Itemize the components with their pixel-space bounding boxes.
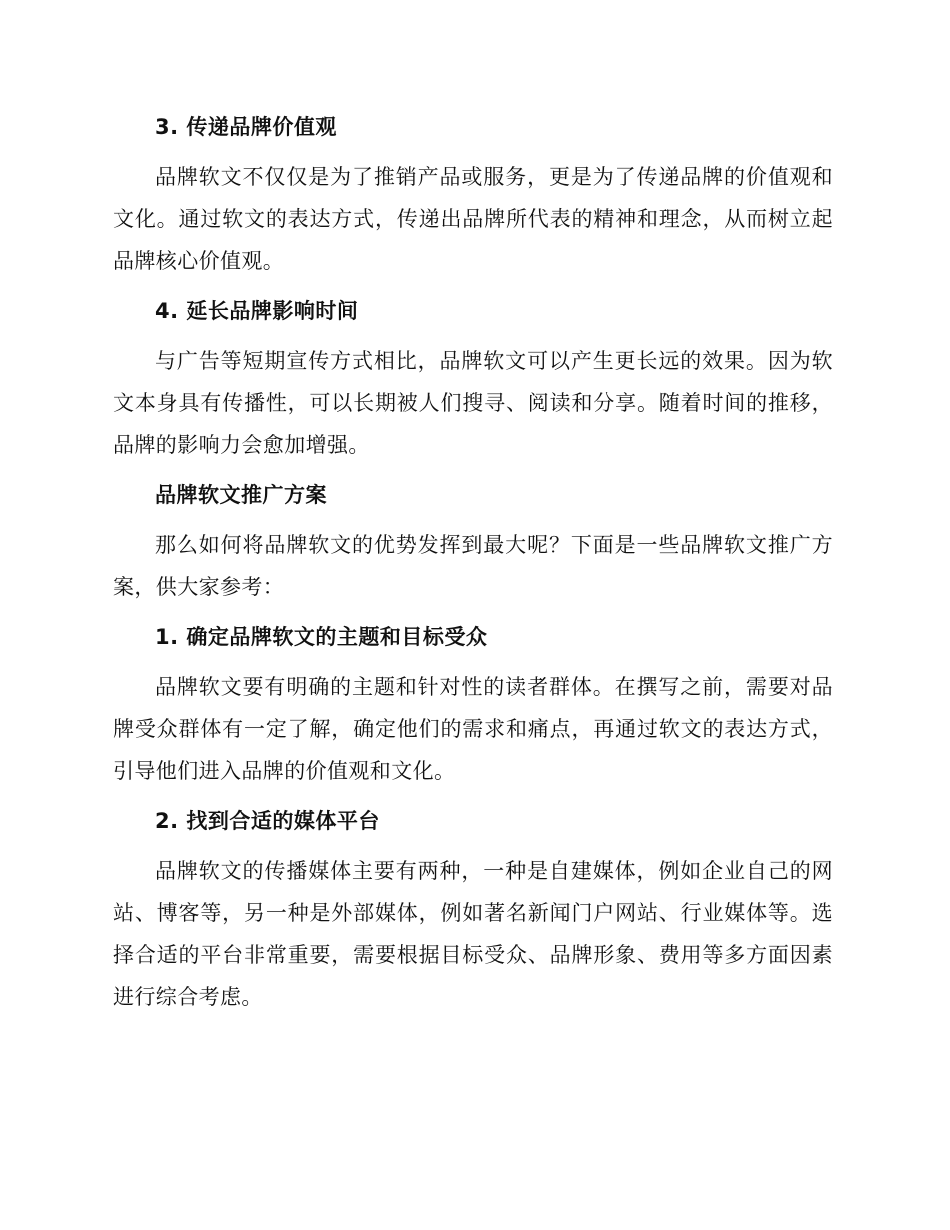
section-paragraph-4: 与广告等短期宣传方式相比，品牌软文可以产生更长远的效果。因为软文本身具有传播性，可以长期被人们搜寻、阅读和分享。随着时间的推移，品牌的影响力会愈加增强。	[113, 349, 833, 457]
plan-paragraph-1: 品牌软文要有明确的主题和针对性的读者群体。在撰写之前，需要对品牌受众群体有一定了解，确定他们的需求和痛点，再通过软文的表达方式，引导他们进入品牌的价值观和文化。	[113, 675, 833, 783]
section-paragraph-3: 品牌软文不仅仅是为了推销产品或服务，更是为了传递品牌的价值观和文化。通过软文的表达方式，传递出品牌所代表的精神和理念，从而树立起品牌核心价值观。	[113, 165, 833, 273]
section-heading-3: 3. 传递品牌价值观	[155, 115, 337, 139]
document-body	[113, 106, 833, 1026]
plan-intro-paragraph: 那么如何将品牌软文的优势发挥到最大呢？下面是一些品牌软文推广方案，供大家参考：	[113, 533, 833, 599]
plan-heading-2: 2. 找到合适的媒体平台	[155, 809, 380, 833]
section-heading-4: 4. 延长品牌影响时间	[155, 299, 359, 323]
plan-heading-1: 1. 确定品牌软文的主题和目标受众	[155, 625, 488, 649]
plan-heading: 品牌软文推广方案	[155, 483, 327, 507]
plan-paragraph-2: 品牌软文的传播媒体主要有两种，一种是自建媒体，例如企业自己的网站、博客等，另一种是外部媒体，例如著名新闻门户网站、行业媒体等。选择合适的平台非常重要，需要根据目标受众、品牌形象、费用等多方面因素进行综合考虑。	[113, 859, 833, 1009]
